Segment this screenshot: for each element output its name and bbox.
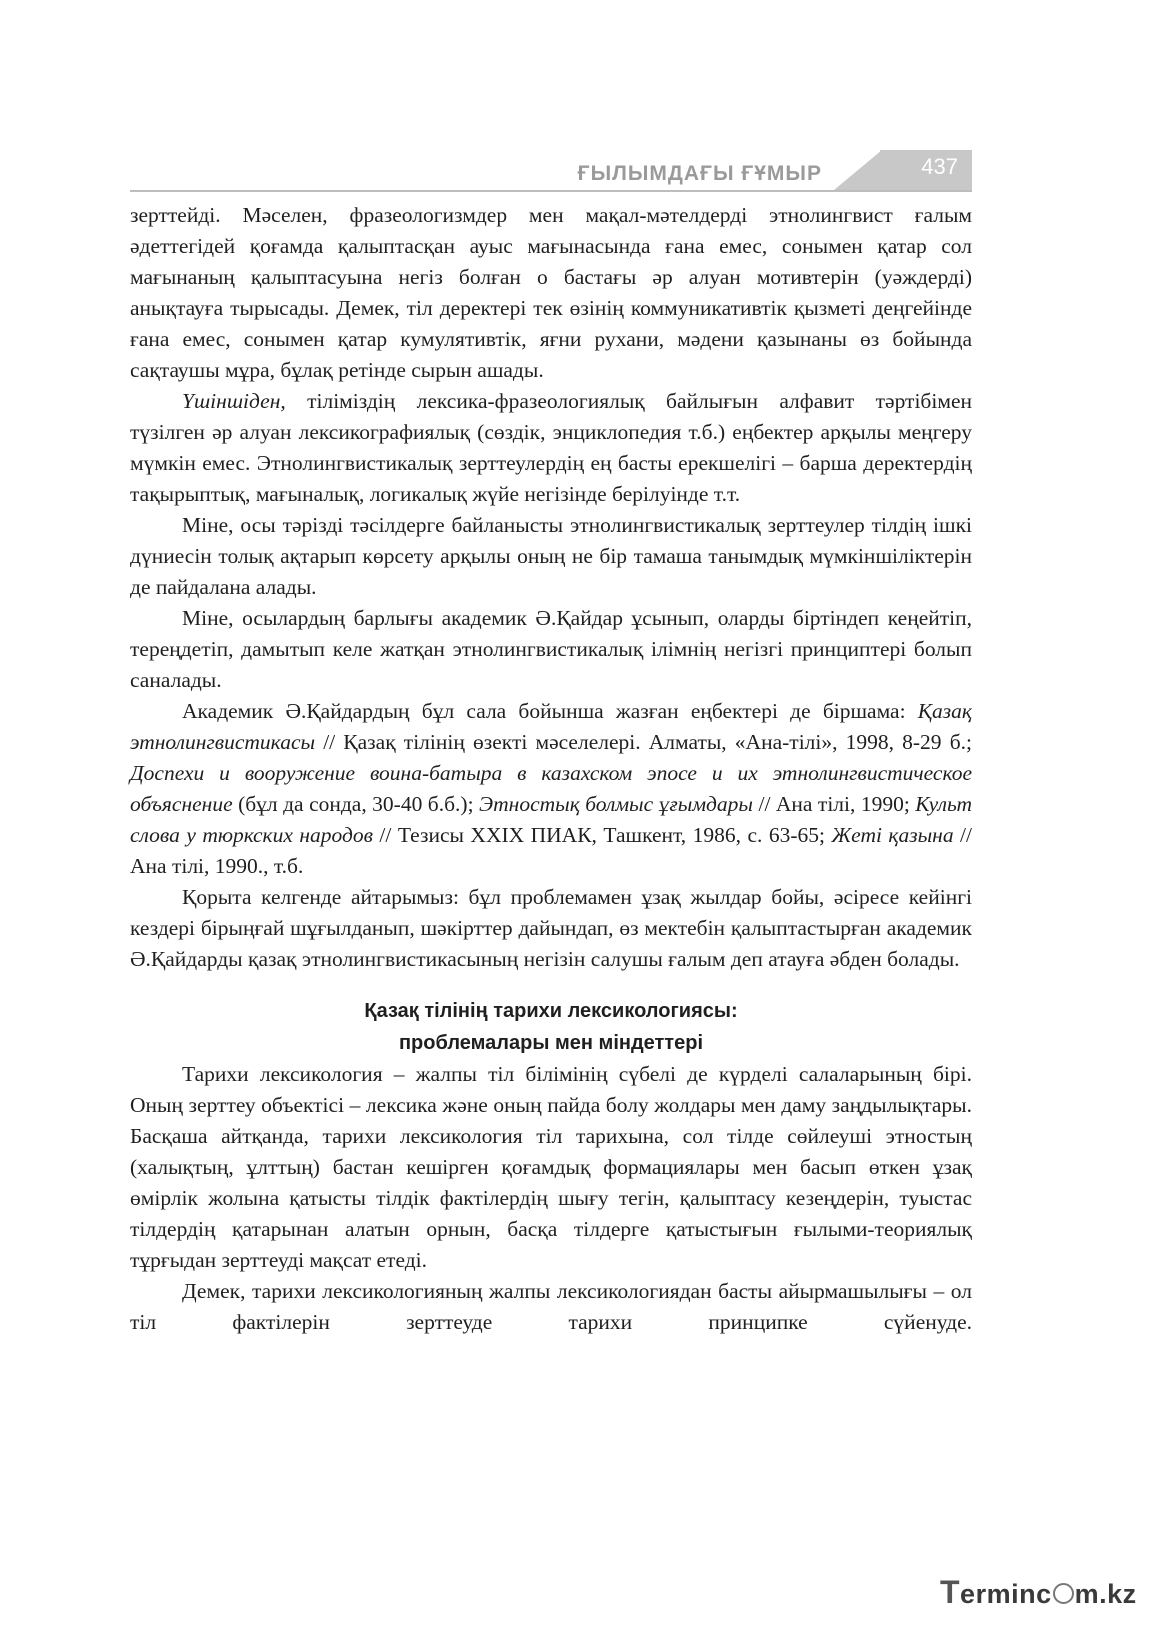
page-body	[130, 200, 972, 1338]
paragraph-2-text: тіліміздің лексика-фразеологиялық байлығын алфавит тәртібімен түзілген әр алуан лексикографиялық (сөздік, энциклопедия т.б.) еңбектер арқылы меңгеру мүмкін емес. Этнолингвистикалық зерттеулердің ең басты ерекшелігі – барша деректердің тақырыптық, мағыналық, логикалық жүйе негізінде берілуінде т.т.	[130, 389, 972, 506]
section-heading	[130, 995, 972, 1059]
paragraph-2	[130, 386, 972, 510]
p5-text-6: // Ана тілі, 1990., т.б.	[130, 823, 972, 878]
paragraph-6: Қорыта келгенде айтарымыз: бұл проблемамен ұзақ жылдар бойы, әсіресе кейінгі кездері бірыңғай шұғылданып, шәкірттер дайындап, өз мектебін қалыптастырған академик Ә.Қайдарды қазақ этнолингвистикасының негізін салушы ғалым деп атауға әбден болады.	[130, 885, 972, 971]
running-title: ҒЫЛЫМДАҒЫ ҒҰМЫР	[577, 162, 822, 185]
section-heading-line-1: Қазақ тілінің тарихи лексикологиясы:	[364, 1000, 738, 1022]
p5-italic-5: Жеті қазына	[831, 823, 954, 847]
paragraph-4: Міне, осылардың барлығы академик Ә.Қайдар ұсынып, оларды біртіндеп кеңейтіп, тереңдетіп, дамытып келе жатқан этнолингвистикалық ілімнің негізгі принциптері болып саналады.	[130, 606, 972, 692]
p5-text-3: (бұл да сонда, 30-40 б.б.);	[232, 792, 480, 816]
p5-text-4: // Ана тілі, 1990;	[753, 792, 916, 816]
watermark-part-2: c	[1036, 1579, 1052, 1609]
page-number-box	[880, 150, 972, 190]
p5-text-5: // Тезисы XXIX ПИАК, Ташкент, 1986, с. 63-65;	[372, 823, 832, 847]
paragraph-7: Тарихи лексикология – жалпы тіл білімінің сүбелі де күрделі салаларының бірі. Оның зерттеу объектісі – лексика және оның пайда болу жолдары мен даму заңдылықтары. Басқаша айтқанда, тарихи лексикология тіл тарихына, сол тілде сөйлеуші этностың (халықтың, ұлттың) бастан кешірген қоғамдық формациялары мен басып өткен ұзақ өмірлік жолына қатысты тілдік фактілердің шығу тегін, қалыптасу кезеңдерін, туыстас тілдердің қатарынан алатын орнын, басқа тілдерге қатыстығын ғылыми-теориялық тұрғыдан зерттеуді мақсат етеді.	[130, 1062, 972, 1272]
paragraph-5	[130, 696, 972, 882]
p5-italic-3: Этностық болмыс ұғымдары	[479, 792, 753, 816]
paragraph-1: зерттейді. Мәселен, фразеологизмдер мен мақал-мәтелдерді этнолингвист ғалым әдеттегідей қоғамда қалыптасқан ауыс мағынасында ғана емес, сонымен қатар сол мағынаның қалыптасуына негіз болған о бастағы әр алуан мотивтерін (уәждерді) анықтауға тырысады. Демек, тіл деректері тек өзінің коммуникативтік қызметі деңгейінде ғана емес, сонымен қатар кумулятивтік, яғни рухани, мәдени қазынаны өз бойында сақтаушы мұра, бұлақ ретінде сырын ашады.	[130, 203, 972, 382]
header-wedge	[834, 150, 882, 190]
header-rule	[130, 190, 972, 192]
watermark-logo	[940, 1574, 1137, 1611]
p5-text-1: Академик Ә.Қайдардың бұл сала бойынша жазған еңбектері де біршама:	[182, 699, 918, 723]
watermark-part-3: m.kz	[1074, 1579, 1137, 1609]
p5-italic-2: Доспехи и вооружение воина-батыра в казахском эпосе и их этнолингвистическое объяснение	[130, 761, 972, 816]
magnifier-icon	[1053, 1583, 1074, 1604]
p5-italic-4: Культ слова у тюркских народов	[130, 792, 973, 847]
running-header	[130, 150, 972, 194]
paragraph-3: Міне, осы тәрізді тәсілдерге байланысты этнолингвистикалық зерттеулер тілдің ішкі дүниесін толық ақтарып көрсету арқылы оның не бір тамаша танымдық мүмкіншіліктерін де пайдалана алады.	[130, 513, 972, 599]
paragraph-8: Демек, тарихи лексикологияның жалпы лексикологиядан басты айырмашылығы – ол тіл фактілерін зерттеуде тарихи принципке сүйенуде.	[130, 1279, 972, 1334]
p5-text-2: // Қазақ тілінің өзекті мәселелері. Алматы, «Ана-тілі», 1998, 8-29 б.;	[315, 730, 972, 754]
watermark-part-1: ermin	[960, 1579, 1037, 1609]
paragraph-2-italic: Үшіншіден,	[182, 389, 286, 413]
watermark-lead-letter: T	[940, 1574, 961, 1610]
page-number: 437	[921, 154, 958, 179]
p5-italic-1: Қазақ этнолингвистикасы	[130, 699, 972, 754]
section-heading-line-2: проблемалары мен міндеттері	[398, 1032, 704, 1054]
